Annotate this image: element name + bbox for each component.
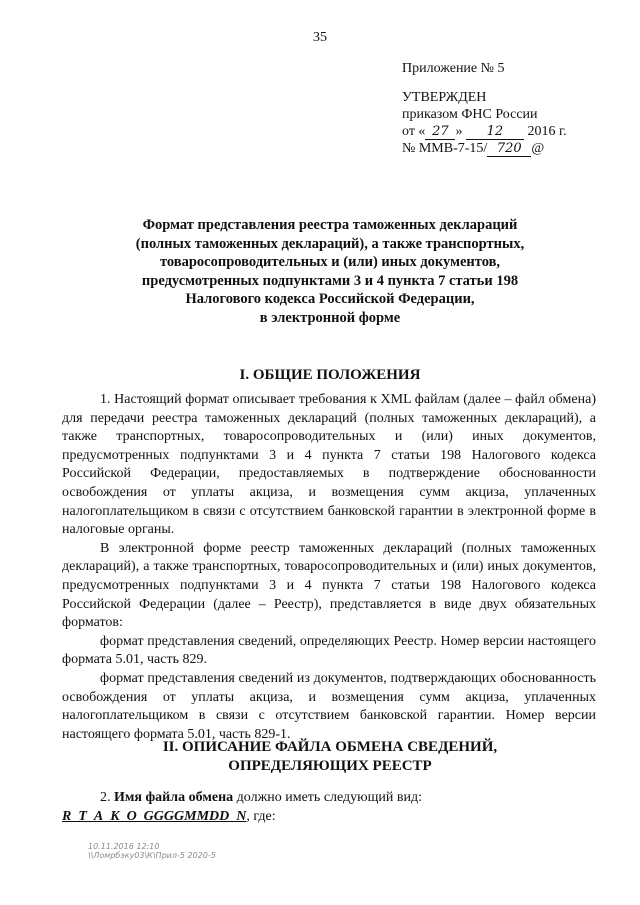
file-name-pattern: R_T_A_K_O_GGGGMMDD_N	[62, 808, 247, 824]
handwritten-month: 12	[466, 125, 524, 140]
order-number	[402, 140, 622, 157]
item-text: должно иметь следующий вид:	[236, 790, 423, 805]
file-name-pattern-line	[62, 808, 596, 827]
number-suffix: @	[531, 141, 545, 156]
date-prefix: от «	[402, 124, 426, 139]
paragraph: 1. Настоящий формат описывает требования к XML файлам (далее – файл обмена) для передачи реестра таможенных деклараций (полных таможенных деклараций), а также транспортных, товаросопроводительных и (или) иных документов, предусмотренных подпунктами 3 и 4 пункта 7 статьи 198 Налогового кодекса Российской Федерации, предоставляемых в подтверждение обоснованности освобождения от уплаты акциза, и возмещения сумм акциза, уплаченных налогоплательщиком в связи с отсутствием банковской гарантии в электронной форме в налоговые органы.	[62, 392, 596, 538]
paragraph: формат представления сведений, определяющих Реестр. Номер версии настоящего формата 5.01, часть 829.	[62, 633, 596, 668]
date-mid: »	[455, 124, 463, 139]
appendix-label: Приложение № 5	[402, 61, 505, 76]
title-line: Налогового кодекса Российской Федерации,	[185, 291, 475, 307]
approved-label: УТВЕРЖДЕН	[402, 90, 487, 105]
title-line: Формат представления реестра таможенных деклараций	[142, 217, 518, 233]
item-number: 2.	[100, 790, 111, 805]
paragraph: В электронной форме реестр таможенных деклараций (полных таможенных деклараций), а также транспортных, товаросопроводительных и (или) иных документов, предусмотренных подпунктами 3 и 4 пункта 7 статьи 198 Налогового кодекса Российской Федерации (далее – Реестр), представляется в виде двух обязательных форматов:	[62, 540, 596, 631]
date-year: 2016 г.	[527, 124, 567, 139]
title-line: товаросопроводительных и (или) иных документов,	[159, 254, 501, 270]
footer-stamp	[88, 842, 216, 860]
approval-block	[402, 60, 622, 157]
title-line: предусмотренных подпунктами 3 и 4 пункта 7 статьи 198	[141, 272, 519, 289]
order-date	[402, 123, 622, 140]
item-2-line	[62, 789, 596, 808]
order-label: приказом ФНС России	[402, 107, 538, 122]
item-bold-term: Имя файла обмена	[114, 790, 234, 805]
handwritten-day: 27	[425, 125, 455, 140]
section-1-body	[62, 391, 596, 744]
document-title	[60, 216, 600, 327]
footer-line: 10.11.2016 12:10	[88, 842, 160, 851]
title-line: в электронной форме	[259, 309, 401, 326]
number-prefix: № ММВ-7-15/	[402, 141, 488, 156]
page-number: 35	[313, 30, 327, 45]
section-1-title: I. ОБЩИЕ ПОЛОЖЕНИЯ	[239, 367, 421, 383]
section-2-title: II. ОПИСАНИЕ ФАЙЛА ОБМЕНА СВЕДЕНИЙ, ОПРЕДЕЛЯЮЩИХ РЕЕСТР	[162, 739, 498, 774]
handwritten-number: 720	[487, 142, 531, 157]
title-line: (полных таможенных деклараций), а также транспортных,	[135, 235, 525, 252]
item-2	[62, 789, 596, 826]
pattern-suffix: , где:	[246, 808, 276, 824]
footer-line: \\Ломрбэку03\К\Прил-5 2020-5	[88, 851, 216, 860]
paragraph: формат представления сведений из документов, подтверждающих обоснованность освобождения от уплаты акциза, и возмещения сумм акциза, уплаченных налогоплательщиком в связи с отсутствием банковской гарантии. Номер версии настоящего формата 5.01, часть 829-1.	[62, 670, 596, 742]
